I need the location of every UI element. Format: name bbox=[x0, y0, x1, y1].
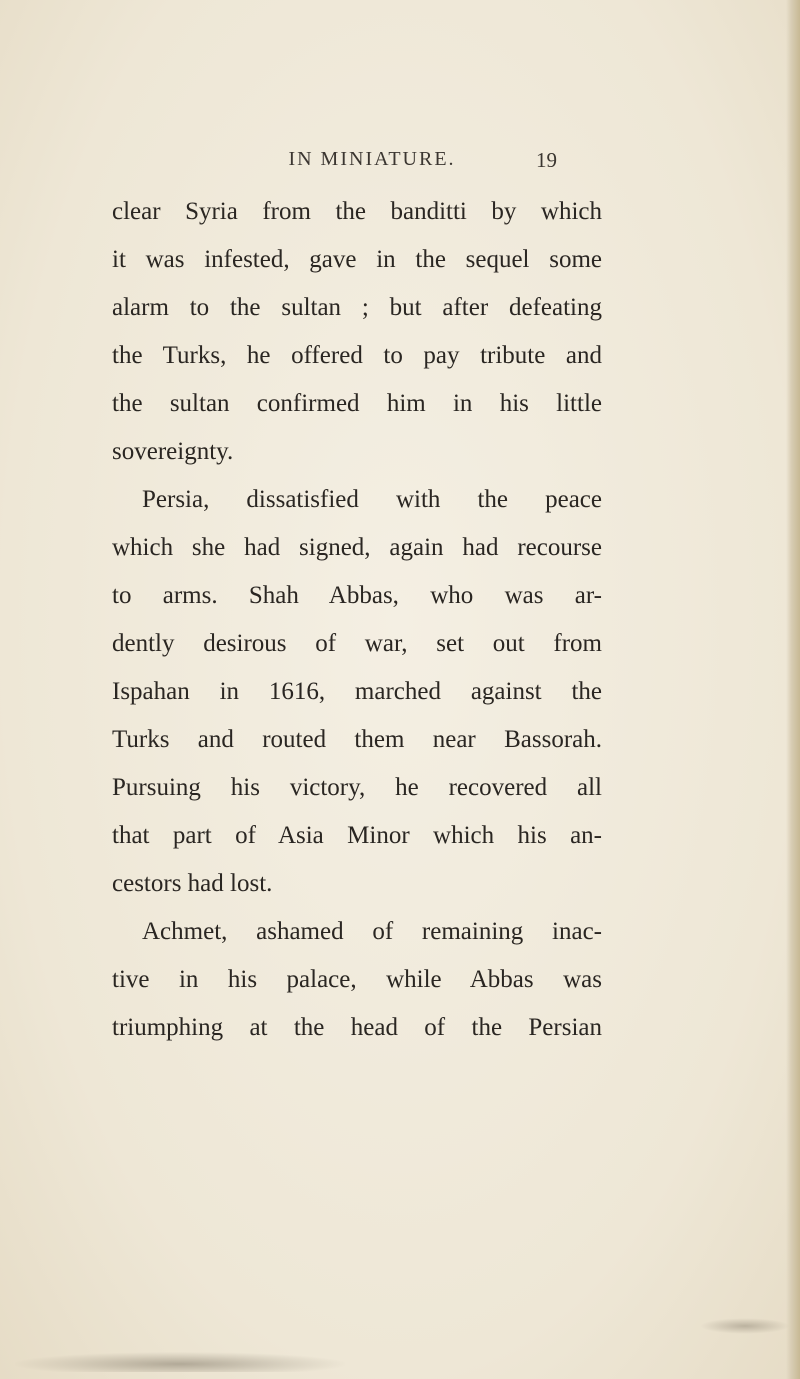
text-line: Pursuing his victory, he recovered all bbox=[112, 774, 602, 801]
text-line: Persia, dissatisfied with the peace bbox=[142, 486, 602, 513]
text-line: Ispahan in 1616, marched against the bbox=[112, 678, 602, 705]
text-line: to arms. Shah Abbas, who was ar- bbox=[112, 582, 602, 609]
text-line: triumphing at the head of the Persian bbox=[112, 1014, 602, 1041]
text-line: that part of Asia Minor which his an- bbox=[112, 822, 602, 849]
page-edge-shadow bbox=[786, 0, 800, 1379]
ink-smudge bbox=[700, 1318, 790, 1334]
text-line: sovereignty. bbox=[112, 438, 234, 465]
text-line: it was infested, gave in the sequel some bbox=[112, 246, 602, 273]
text-line: the Turks, he offered to pay tribute and bbox=[112, 342, 602, 369]
body-text bbox=[112, 188, 602, 1052]
text-line: Achmet, ashamed of remaining inac- bbox=[142, 918, 602, 945]
text-line: alarm to the sultan ; but after defeating bbox=[112, 294, 602, 321]
text-line: Turks and routed them near Bassorah. bbox=[112, 726, 602, 753]
text-line: cestors had lost. bbox=[112, 870, 273, 897]
text-line: which she had signed, again had recourse bbox=[112, 534, 602, 561]
running-head: IN MINIATURE. bbox=[288, 148, 456, 170]
ink-smudge bbox=[15, 1352, 345, 1372]
page-header bbox=[0, 148, 800, 174]
page-number: 19 bbox=[536, 148, 557, 172]
text-line: tive in his palace, while Abbas was bbox=[112, 966, 602, 993]
text-line: clear Syria from the banditti by which bbox=[112, 198, 602, 225]
text-line: the sultan confirmed him in his little bbox=[112, 390, 602, 417]
text-line: dently desirous of war, set out from bbox=[112, 630, 602, 657]
